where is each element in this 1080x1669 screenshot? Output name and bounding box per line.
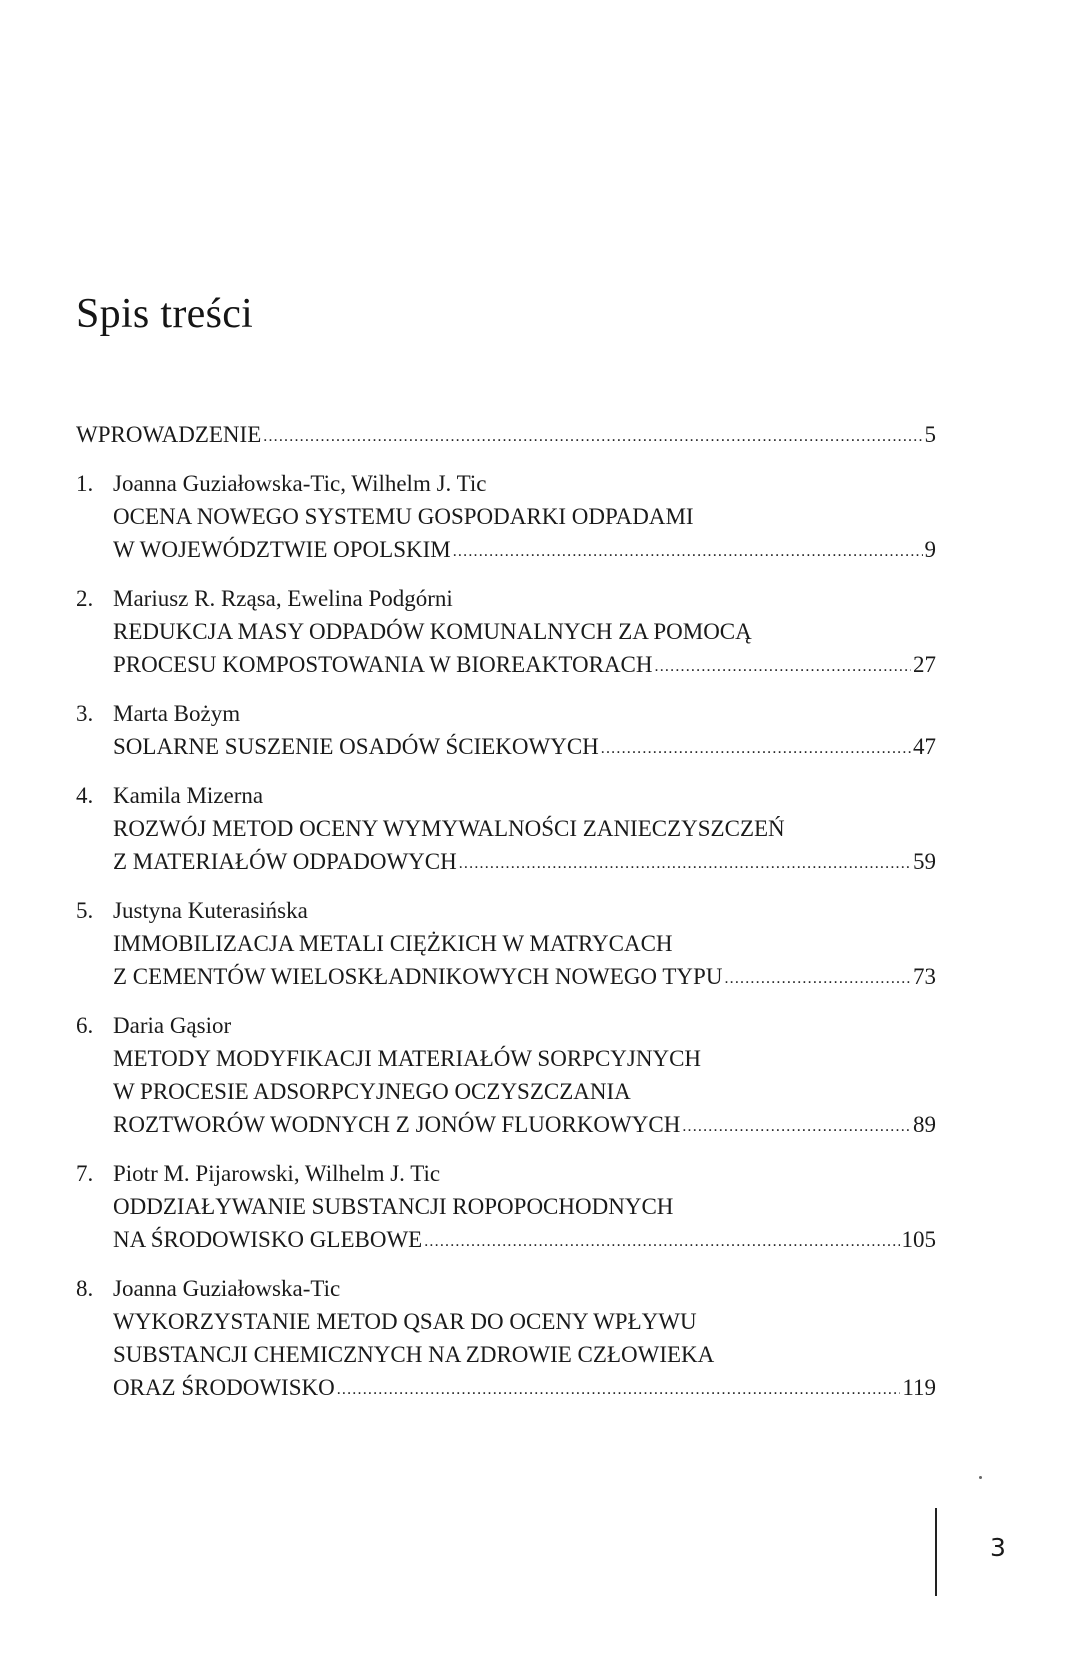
table-of-contents [76, 418, 936, 1420]
page-number: 3 [990, 1533, 1006, 1562]
entry-title-line: Z MATERIAŁÓW ODPADOWYCH [113, 849, 457, 874]
entry-title-last-line [113, 730, 936, 766]
entry-number: 6. [76, 1013, 94, 1038]
toc-entry[interactable] [76, 697, 936, 766]
entry-authors: Joanna Guziałowska-Tic [113, 1276, 341, 1301]
entry-body [113, 467, 936, 569]
entry-number: 8. [76, 1276, 94, 1301]
entry-page-ref: 73 [913, 964, 936, 989]
entry-title-line: W WOJEWÓDZTWIE OPOLSKIM [113, 537, 451, 562]
entry-title-line: SOLARNE SUSZENIE OSADÓW ŚCIEKOWYCH [113, 734, 599, 759]
entry-page-ref: 27 [913, 652, 936, 677]
entry-title-line: W PROCESIE ADSORPCYJNEGO OCZYSZCZANIA [113, 1079, 631, 1104]
entry-title-last-line [113, 845, 936, 881]
dot-leader [424, 1225, 899, 1258]
toc-intro-entry[interactable] [76, 418, 936, 454]
toc-entry[interactable] [76, 582, 936, 684]
entry-title-line: METODY MODYFIKACJI MATERIAŁÓW SORPCYJNYCH [113, 1046, 702, 1071]
entry-body [113, 1157, 936, 1259]
dot-leader [655, 650, 911, 683]
entry-title-line: SUBSTANCJI CHEMICZNYCH NA ZDROWIE CZŁOWIEKA [113, 1342, 715, 1367]
entry-number: 5. [76, 898, 94, 923]
toc-entry[interactable] [76, 1272, 936, 1407]
dot-leader [459, 847, 911, 880]
entry-body [113, 1272, 936, 1407]
entry-body [113, 697, 936, 766]
toc-entry[interactable] [76, 467, 936, 569]
dot-leader [263, 420, 922, 453]
entry-title-line: ROZWÓJ METOD OCENY WYMYWALNOŚCI ZANIECZYSZCZEŃ [113, 816, 785, 841]
dot-leader [337, 1373, 901, 1406]
entry-page-ref: 9 [924, 537, 936, 562]
entry-authors: Marta Bożym [113, 701, 241, 726]
entry-page-ref: 119 [902, 1375, 936, 1400]
entry-title-line: Z CEMENTÓW WIELOSKŁADNIKOWYCH NOWEGO TYPU [113, 964, 723, 989]
entry-number: 1. [76, 471, 94, 496]
entry-title-line: REDUKCJA MASY ODPADÓW KOMUNALNYCH ZA POMOCĄ [113, 619, 752, 644]
dot-leader [601, 732, 911, 765]
entry-body [113, 779, 936, 881]
dot-leader [682, 1110, 911, 1143]
folio-divider [935, 1508, 937, 1596]
entry-title-last-line [113, 648, 936, 684]
intro-page-ref: 5 [924, 422, 936, 447]
entry-page-ref: 59 [913, 849, 936, 874]
entry-title-line: OCENA NOWEGO SYSTEMU GOSPODARKI ODPADAMI [113, 504, 694, 529]
toc-entries-list [76, 467, 936, 1407]
entry-title-line: IMMOBILIZACJA METALI CIĘŻKICH W MATRYCACH [113, 931, 673, 956]
entry-page-ref: 47 [913, 734, 936, 759]
entry-title-last-line [113, 1371, 936, 1407]
entry-authors: Kamila Mizerna [113, 783, 264, 808]
entry-title-line: PROCESU KOMPOSTOWANIA W BIOREAKTORACH [113, 652, 653, 677]
entry-authors: Justyna Kuterasińska [113, 898, 308, 923]
dot-leader [724, 962, 911, 995]
entry-title-last-line [113, 1223, 936, 1259]
entry-number: 2. [76, 586, 94, 611]
entry-title-last-line [113, 533, 936, 569]
entry-authors: Mariusz R. Rząsa, Ewelina Podgórni [113, 586, 453, 611]
scan-speck [979, 1476, 982, 1479]
toc-entry[interactable] [76, 779, 936, 881]
entry-page-ref: 89 [913, 1112, 936, 1137]
entry-authors: Piotr M. Pijarowski, Wilhelm J. Tic [113, 1161, 441, 1186]
entry-title-line: NA ŚRODOWISKO GLEBOWE [113, 1227, 423, 1252]
entry-page-ref: 105 [901, 1227, 936, 1252]
entry-authors: Joanna Guziałowska-Tic, Wilhelm J. Tic [113, 471, 487, 496]
dot-leader [453, 535, 923, 568]
entry-body [113, 894, 936, 996]
entry-title-line: ODDZIAŁYWANIE SUBSTANCJI ROPOPOCHODNYCH [113, 1194, 674, 1219]
intro-label: WPROWADZENIE [76, 422, 262, 447]
entry-body [113, 1009, 936, 1144]
entry-number: 3. [76, 701, 94, 726]
entry-body [113, 582, 936, 684]
toc-entry[interactable] [76, 1009, 936, 1144]
page-title: Spis treści [76, 291, 254, 337]
entry-number: 7. [76, 1161, 94, 1186]
entry-title-line: ORAZ ŚRODOWISKO [113, 1375, 335, 1400]
entry-title-last-line [113, 960, 936, 996]
entry-authors: Daria Gąsior [113, 1013, 232, 1038]
entry-title-last-line [113, 1108, 936, 1144]
entry-title-line: ROZTWORÓW WODNYCH Z JONÓW FLUORKOWYCH [113, 1112, 681, 1137]
entry-number: 4. [76, 783, 94, 808]
entry-title-line: WYKORZYSTANIE METOD QSAR DO OCENY WPŁYWU [113, 1309, 697, 1334]
toc-entry[interactable] [76, 894, 936, 996]
toc-entry[interactable] [76, 1157, 936, 1259]
